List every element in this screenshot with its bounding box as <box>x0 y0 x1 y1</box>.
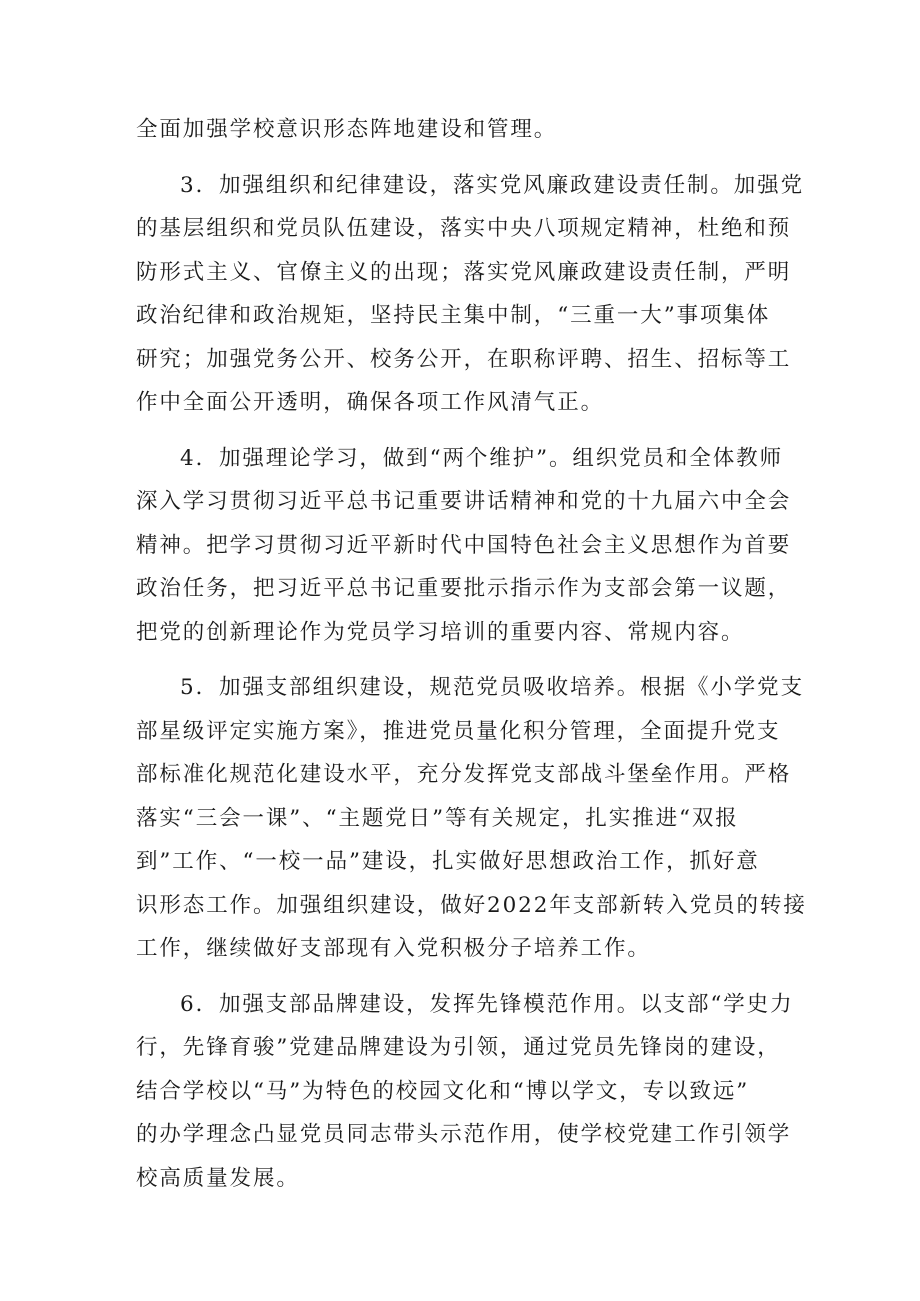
paragraph-6 <box>136 983 796 1201</box>
paragraph-gap <box>136 971 796 983</box>
text-line: 部星级评定实施方案》，推进党员量化积分管理，全面提升党支 <box>136 718 781 744</box>
paragraph-4 <box>136 437 796 655</box>
text-line: 到”工作、“一校一品”建设，扎实做好思想政治工作，抓好意 <box>136 849 760 874</box>
document-body <box>136 108 807 1200</box>
text-line: 的基层组织和党员队伍建设，落实中央八项规定精神，杜绝和预 <box>136 216 792 241</box>
paragraph-3 <box>136 164 804 425</box>
text-line: 防形式主义、官僚主义的出现；落实党风廉政建设责任制，严明 <box>136 259 792 285</box>
text-line: 的办学理念凸显党员同志带头示范作用，使学校党建工作引领学 <box>136 1122 792 1147</box>
text-line: 落实“三会一课”、“主题党日”等有关规定，扎实推进“双报 <box>136 805 739 831</box>
intro-paragraph <box>136 108 796 152</box>
text-line: 全面加强学校意识形态阵地建设和管理。 <box>136 117 558 142</box>
text-line: 研究；加强党务公开、校务公开，在职称评聘、招生、招标等工 <box>136 346 792 372</box>
text-line: 识形态工作。加强组织建设，做好2022年支部新转入党员的转接 <box>136 892 807 918</box>
text-line: 深入学习贯彻习近平总书记重要讲话精神和党的十九届六中全会 <box>136 489 792 514</box>
text-line: 校高质量发展。 <box>136 1165 300 1191</box>
text-line: 4．加强理论学习，做到“两个维护”。组织党员和全体教师 <box>180 445 783 471</box>
text-line: 作中全面公开透明，确保各项工作风清气正。 <box>136 390 605 415</box>
text-line: 工作，继续做好支部现有入党积极分子培养工作。 <box>136 936 651 961</box>
text-line: 部标准化规范化建设水平，充分发挥党支部战斗堡垒作用。严格 <box>136 762 792 787</box>
text-line: 3．加强组织和纪律建设，落实党风廉政建设责任制。加强党 <box>180 172 804 198</box>
paragraph-gap <box>136 654 796 666</box>
paragraph-gap <box>136 425 796 437</box>
text-line: 政治任务，把习近平总书记重要批示指示作为支部会第一议题， <box>136 576 792 601</box>
text-line: 政治纪律和政治规矩，坚持民主集中制，“三重一大”事项集体 <box>136 303 771 328</box>
text-line: 精神。把学习贯彻习近平新时代中国特色社会主义思想作为首要 <box>136 532 792 558</box>
paragraph-gap <box>136 152 796 164</box>
text-line: 结合学校以“马”为特色的校园文化和“博以学文，专以致远” <box>136 1078 750 1104</box>
text-line: 6．加强支部品牌建设，发挥先锋模范作用。以支部“学史力 <box>180 991 794 1017</box>
paragraph-5 <box>136 666 807 971</box>
text-line: 行，先锋育骏”党建品牌建设为引领，通过党员先锋岗的建设， <box>136 1035 781 1060</box>
text-line: 5．加强支部组织建设，规范党员吸收培养。根据《小学党支 <box>180 675 804 700</box>
text-line: 把党的创新理论作为党员学习培训的重要内容、常规内容。 <box>136 619 745 645</box>
